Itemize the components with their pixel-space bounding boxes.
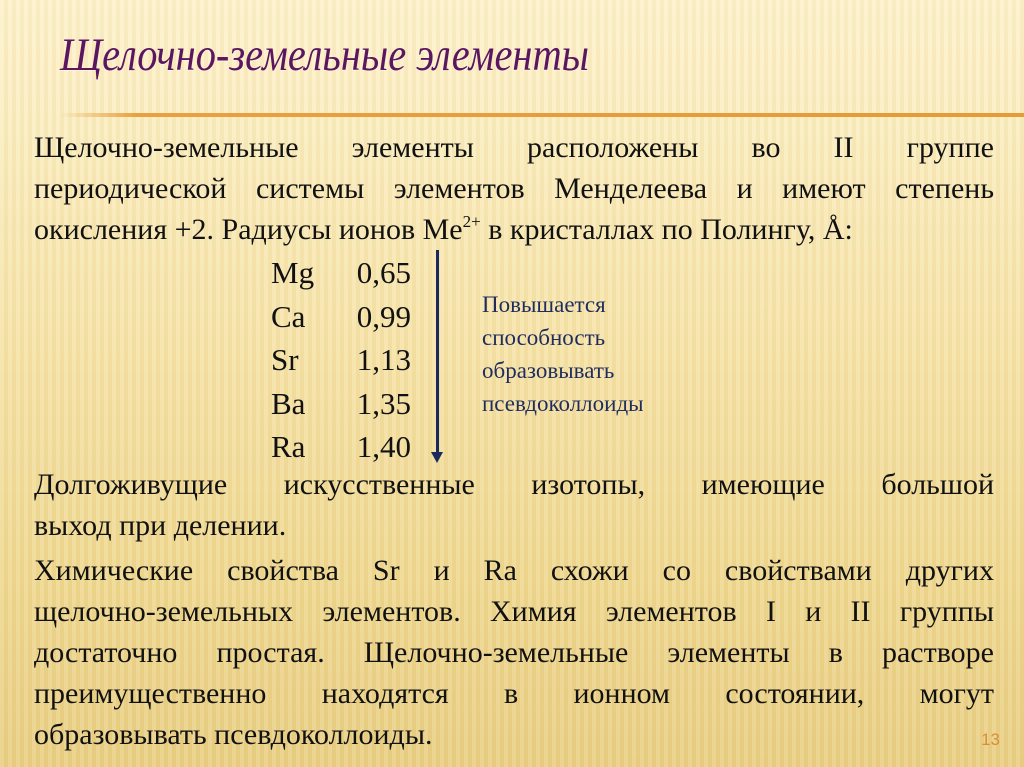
down-arrow-icon (436, 250, 439, 455)
element-symbol: Ra (271, 429, 306, 464)
element-symbol: Mg (271, 255, 315, 290)
intro-line-3-text: окисления +2. Радиусы ионов Me (34, 213, 463, 246)
isotopes-line-2: выход при делении. (34, 509, 287, 542)
intro-line-2: периодической системы элементов Менделеева и имеют степень (34, 172, 994, 205)
isotopes-line-1: Долгоживущие искусственные изотопы, имеющие большой (34, 468, 994, 501)
title-underline-rule (60, 113, 1024, 117)
page-number: 13 (981, 730, 1000, 749)
intro-line-3 (34, 209, 994, 250)
table-row (271, 251, 411, 295)
arrow-note-line: образовывать (482, 358, 615, 383)
element-symbol: Sr (271, 342, 299, 377)
element-symbol: Ba (271, 385, 306, 421)
table-row (271, 382, 411, 426)
ionic-radii-table (271, 251, 411, 469)
arrow-note-line: способность (482, 325, 606, 350)
chemistry-line-1: Химические свойства Sr и Ra схожи со свойствами других (34, 554, 994, 587)
ionic-radius: 1,40 (356, 429, 411, 464)
table-row (271, 425, 411, 469)
arrow-head-icon (431, 452, 443, 463)
intro-line-1: Щелочно-земельные элементы расположены во II группе (34, 131, 994, 164)
slide-title: Щелочно-земельные элементы (60, 29, 590, 81)
chemistry-line-5: образовывать псевдоколлоиды. (34, 718, 433, 751)
arrow-note-line: псевдоколлоиды (482, 391, 644, 416)
isotopes-paragraph (34, 464, 994, 546)
intro-line-3-rest: в кристаллах по Полингу, Å: (480, 213, 853, 246)
ionic-radius: 0,99 (356, 298, 411, 334)
intro-paragraph (34, 127, 994, 250)
chemistry-line-2: щелочно-земельных элементов. Химия элементов I и II группы (34, 595, 994, 628)
arrow-note-line: Повышается (482, 292, 606, 317)
ionic-radius: 1,13 (356, 342, 411, 377)
chemistry-paragraph (34, 550, 994, 755)
element-symbol: Ca (271, 298, 306, 334)
ionic-radius: 0,65 (356, 255, 411, 290)
ionic-radius: 1,35 (356, 385, 411, 421)
chemistry-line-3: достаточно простая. Щелочно-земельные элементы в растворе (34, 636, 994, 669)
ion-charge-superscript: 2+ (462, 212, 481, 231)
table-row (271, 295, 411, 339)
arrow-note (482, 288, 644, 420)
table-row (271, 338, 411, 382)
chemistry-line-4: преимущественно находятся в ионном состоянии, могут (34, 677, 994, 710)
